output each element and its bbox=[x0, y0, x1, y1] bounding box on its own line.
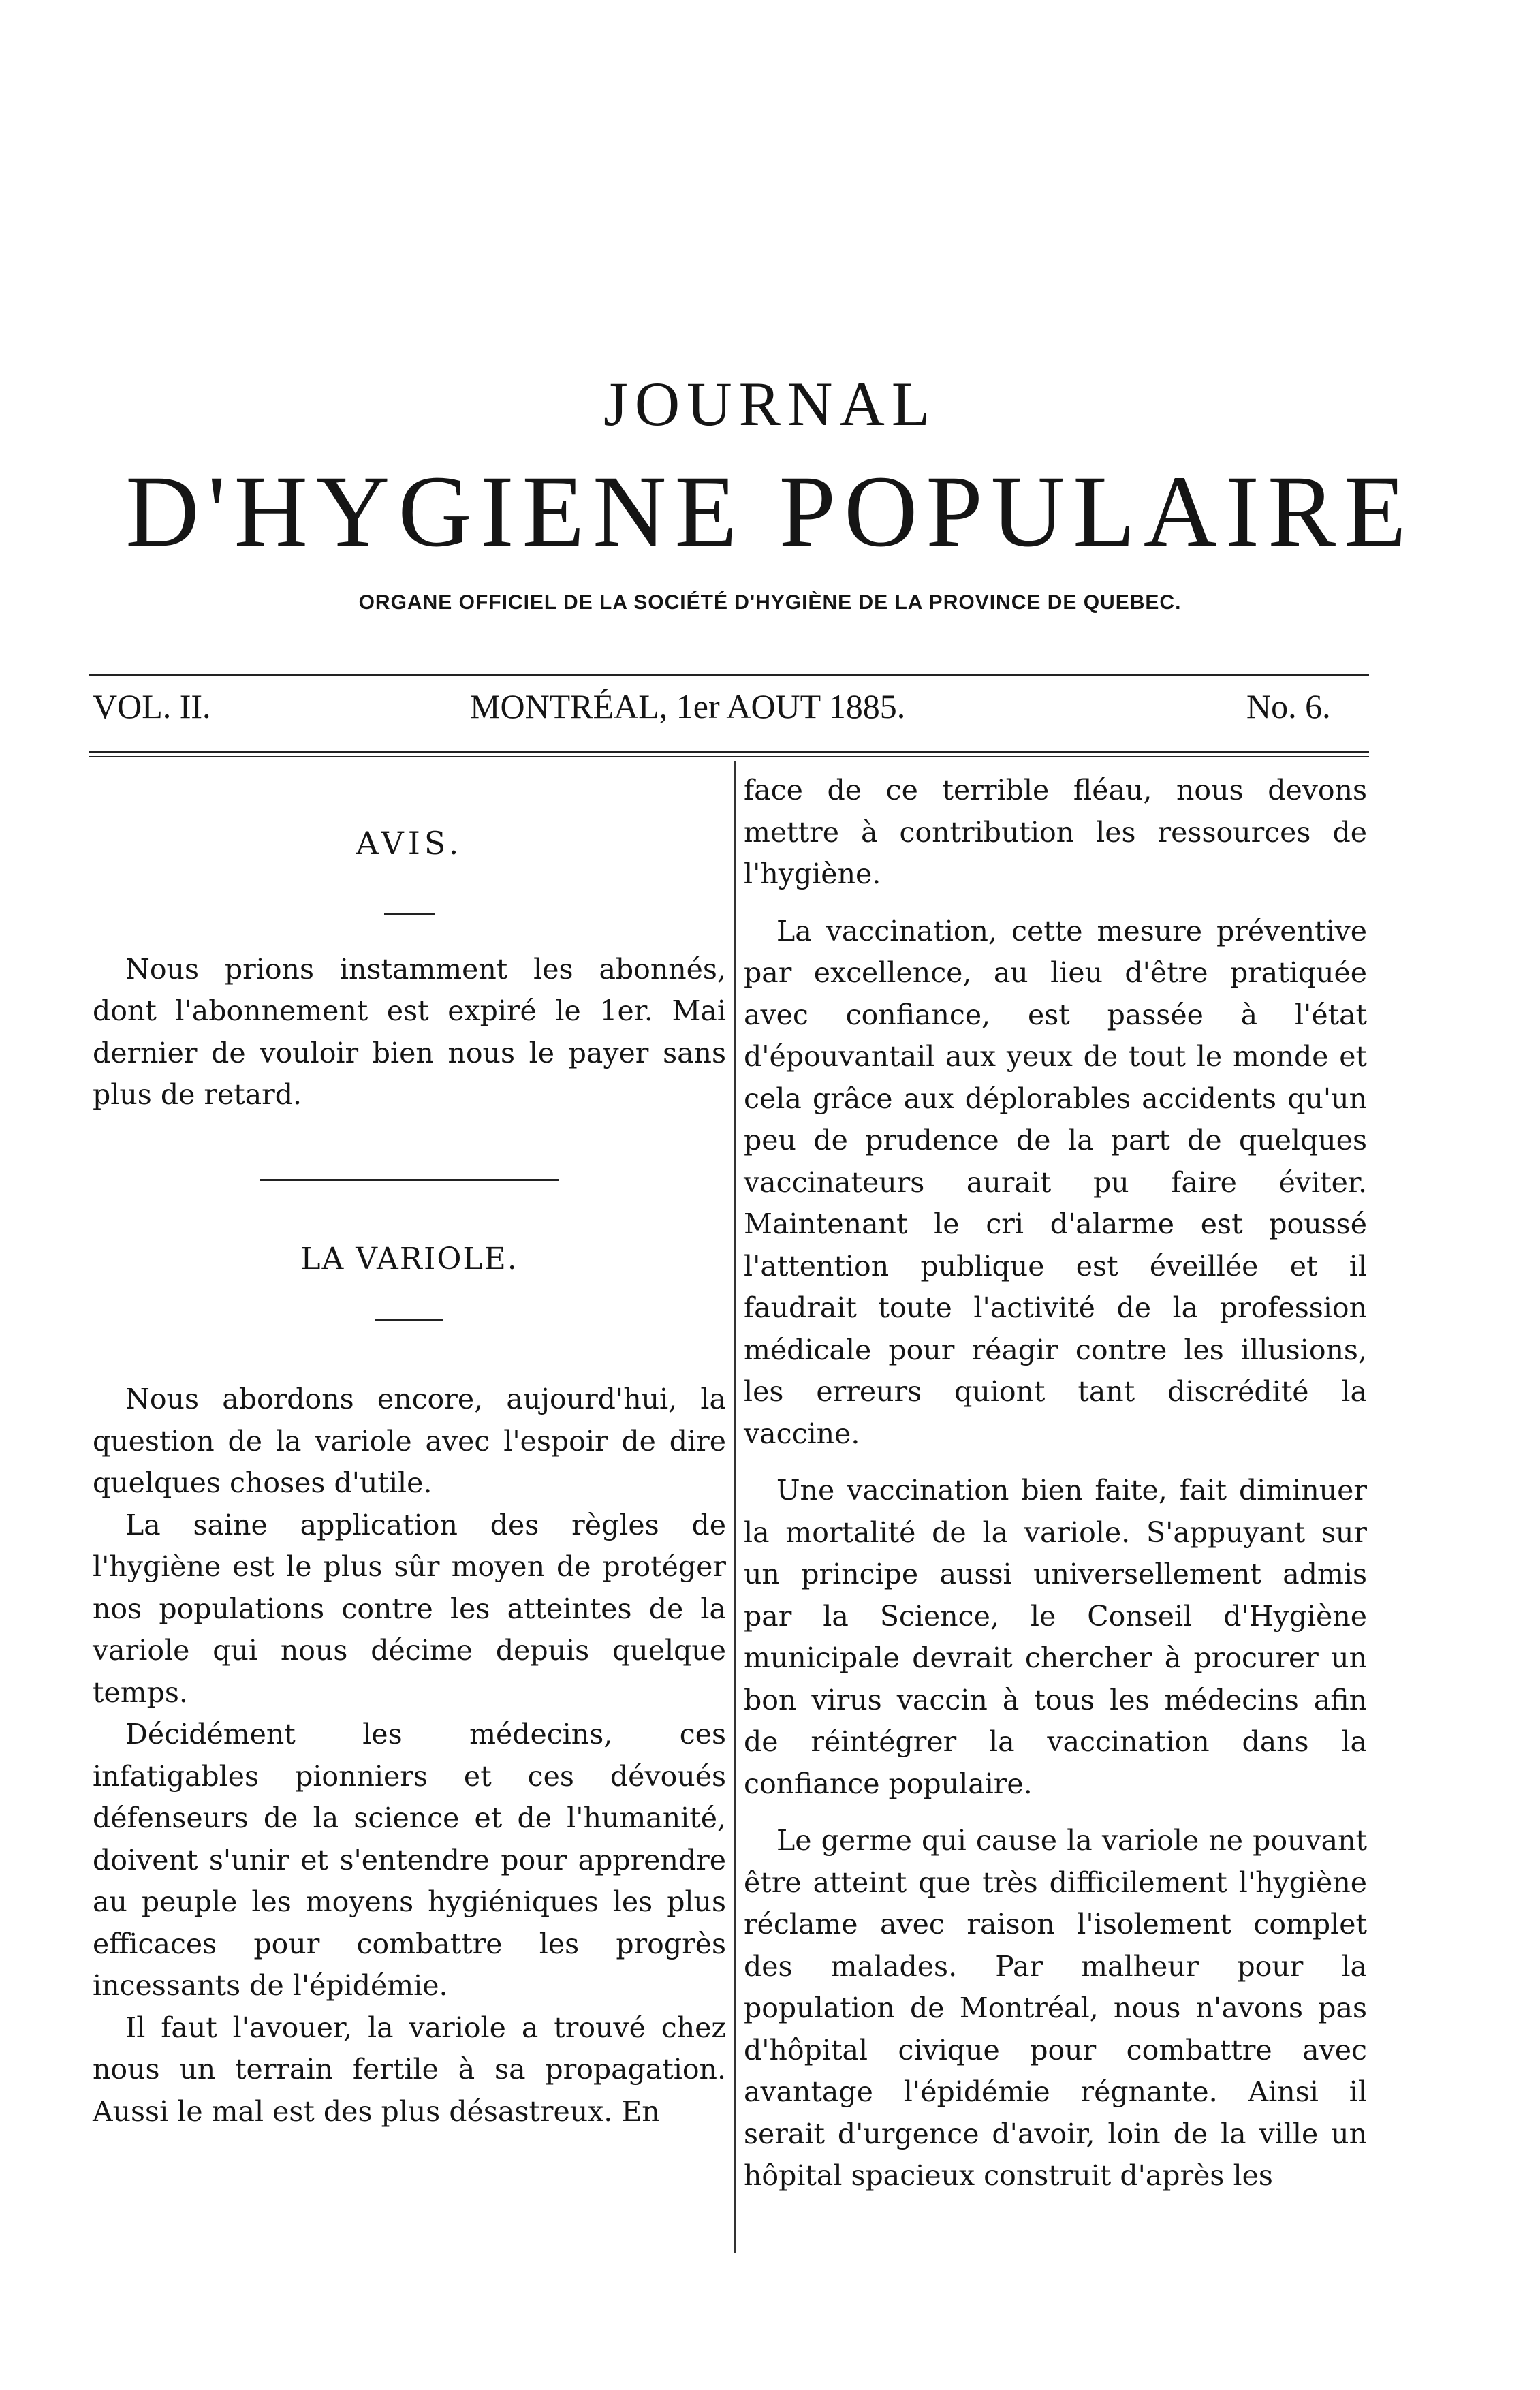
place-date-label: MONTRÉAL, 1er AOUT 1885. bbox=[470, 687, 906, 725]
journal-subtitle: ORGANE OFFICIEL DE LA SOCIÉTÉ D'HYGIÈNE DE LA PROVINCE DE QUEBEC. bbox=[358, 591, 1182, 614]
header-rule-bottom bbox=[89, 751, 1369, 753]
variole-paragraph-1: Nous abordons encore, aujourd'hui, la question de la variole avec l'espoir de dire quelques choses d'utile. bbox=[93, 1383, 726, 1499]
volume-label: VOL. II. bbox=[93, 687, 211, 725]
journal-title-line2: D'HYGIENE POPULAIRE bbox=[125, 455, 1415, 568]
header-rule-top bbox=[89, 674, 1369, 676]
column-divider bbox=[734, 761, 736, 2253]
right-paragraph-2: La vaccination, cette mesure préventive par excellence, au lieu d'être pratiquée avec confiance, est passée à l'état d'épouvantail aux yeux de tout le monde et cela grâce aux déplorables accidents qu'un peu de prudence de la part de quelques vaccinateurs aurait pu faire éviter. Maintenant le cri d'alarme est poussé l'attention publique est éveillée et il faudrait toute l'activité de la profession médicale pour réagir contre les illusions, les erreurs quiont tant discrédité la vaccine. bbox=[744, 914, 1367, 1450]
right-paragraph-1: face de ce terrible fléau, nous devons mettre à contribution les ressources de l'hygiène. bbox=[744, 774, 1367, 890]
section-rule bbox=[260, 1179, 559, 1181]
right-column bbox=[744, 770, 1367, 2212]
issue-number-label: No. 6. bbox=[1246, 687, 1331, 725]
variole-paragraph-3: Décidément les médecins, ces infatigables pionniers et ces dévoués défenseurs de la science et de l'humanité, doivent s'unir et s'entendre pour apprendre au peuple les moyens hygiéniques les plus efficaces pour combattre les progrès incessants de l'épidémie. bbox=[93, 1718, 726, 2002]
header-rule-bottom-thin bbox=[89, 756, 1369, 757]
journal-title-line1: JOURNAL bbox=[603, 369, 937, 439]
avis-rule bbox=[384, 913, 435, 915]
variole-rule bbox=[375, 1319, 443, 1321]
variole-paragraph-4: Il faut l'avouer, la variole a trouvé chez nous un terrain fertile à sa propagation. Aussi le mal est des plus désastreux. En bbox=[93, 2011, 726, 2128]
right-paragraph-4: Le germe qui cause la variole ne pouvant être atteint que très difficilement l'hygiène réclame avec raison l'isolement complet des malades. Par malheur pour la population de Montréal, nous n'avons pas d'hôpital civique pour combattre avec avantage l'épidémie régnante. Ainsi il serait d'urgence d'avoir, loin de la ville un hôpital spacieux construit d'après les bbox=[744, 1824, 1367, 2192]
avis-heading: AVIS. bbox=[356, 825, 463, 862]
avis-text: Nous prions instamment les abonnés, dont l'abonnement est expiré le 1er. Mai dernier de vouloir bien nous le payer sans plus de retard. bbox=[93, 952, 726, 1111]
left-column bbox=[93, 770, 726, 2133]
variole-heading: LA VARIOLE. bbox=[300, 1241, 518, 1276]
right-paragraph-3: Une vaccination bien faite, fait diminuer la mortalité de la variole. S'appuyant sur un principe aussi universellement admis par la Science, le Conseil d'Hygiène municipale devrait chercher à procurer un bon virus vaccin à tous les médecins afin de réintégrer la vaccination dans la confiance populaire. bbox=[744, 1474, 1367, 1800]
variole-paragraph-2: La saine application des règles de l'hygiène est le plus sûr moyen de protéger nos populations contre les atteintes de la variole qui nous décime depuis quelque temps. bbox=[93, 1508, 726, 1709]
